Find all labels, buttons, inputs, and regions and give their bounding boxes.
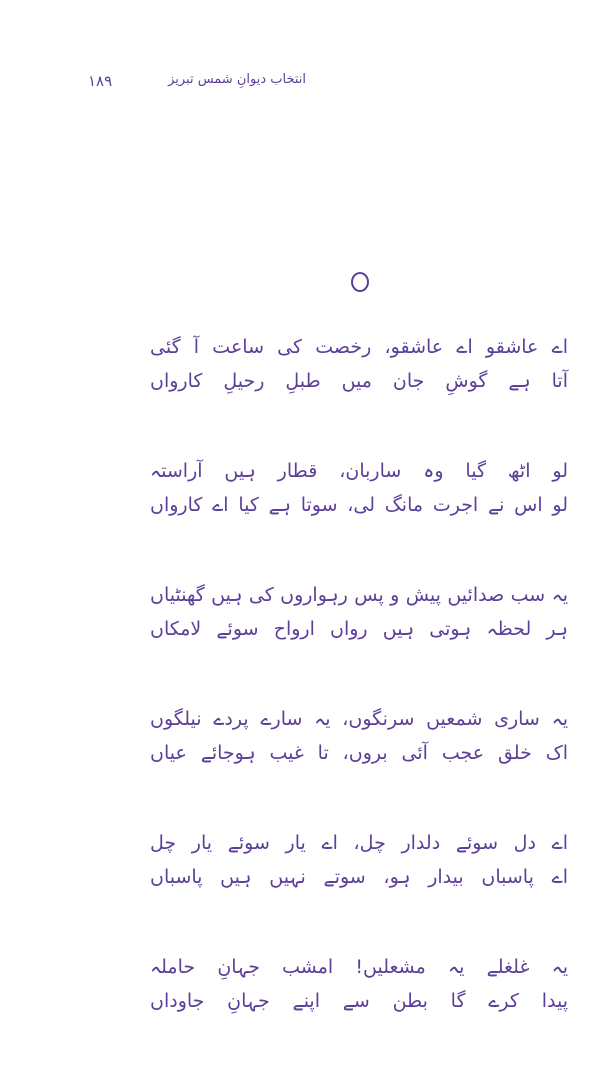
verse-line: پیدا کرے گا بطن سے اپنے جہانِ جاوداں	[150, 990, 568, 1012]
verse-line: یہ ساری شمعیں سرنگوں، یہ سارے پردے نیلگوں	[150, 708, 568, 730]
circle-ornament-icon	[351, 272, 369, 292]
book-title: انتخاب دیوانِ شمس تبریز	[168, 72, 306, 87]
verse-line: اے دل سوئے دلدار چل، اے یار سوئے یار چل	[150, 832, 568, 854]
verse-line: اے عاشقو اے عاشقو، رخصت کی ساعت آ گئی	[150, 336, 568, 358]
stanza-1	[150, 330, 568, 398]
verse-line: ہر لحظہ ہوتی ہیں رواں ارواح سوئے لامکاں	[150, 618, 568, 640]
stanza-3	[150, 578, 568, 646]
verse-line: لو اٹھ گیا وہ ساربان، قطار ہیں آراستہ	[150, 460, 568, 482]
page-header	[88, 70, 306, 96]
verse-line: یہ غلغلے یہ مشعلیں! امشب جہانِ حاملہ	[150, 956, 568, 978]
poem	[150, 330, 568, 1074]
stanza-6	[150, 950, 568, 1018]
verse-line: یہ سب صدائیں پیش و پس رہواروں کی ہیں گھنٹیاں	[150, 584, 568, 606]
verse-line: لو اس نے اجرت مانگ لی، سوتا ہے کیا اے کارواں	[150, 494, 568, 516]
stanza-5	[150, 826, 568, 894]
stanza-4	[150, 702, 568, 770]
verse-line: آتا ہے گوشِ جان میں طبلِ رحیلِ کارواں	[150, 370, 568, 392]
page-number: ۱۸۹	[88, 72, 113, 90]
verse-line: اک خلق عجب آئی بروں، تا غیب ہوجائے عیاں	[150, 742, 568, 764]
stanza-2	[150, 454, 568, 522]
verse-line: اے پاسباں بیدار ہو، سوتے نہیں ہیں پاسباں	[150, 866, 568, 888]
